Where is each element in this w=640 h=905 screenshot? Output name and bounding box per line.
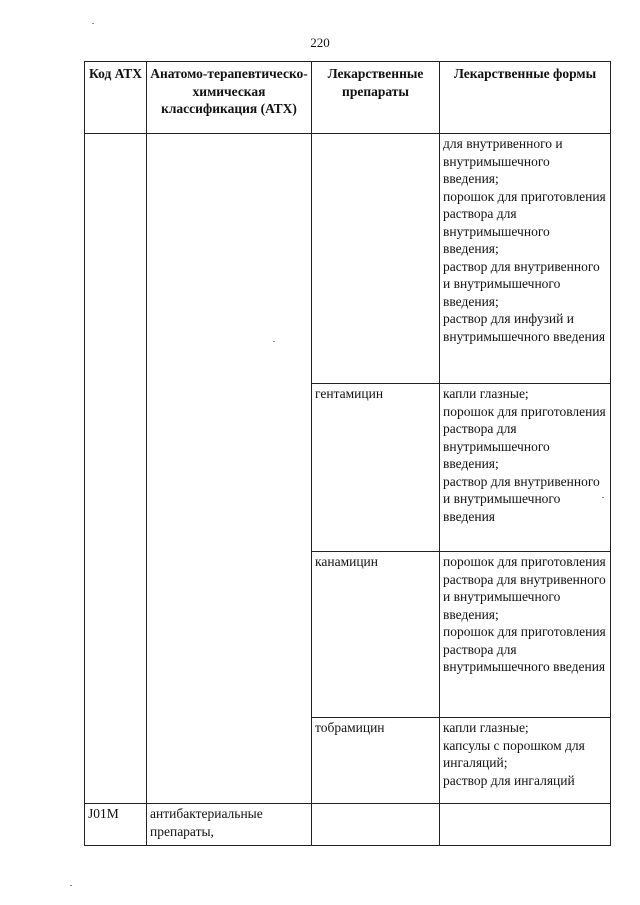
page-number: 220 [310,35,330,50]
table-header-row [85,62,611,134]
drug-name-tobramycin: тобрамицин [312,718,440,804]
header-dosage-forms: Лекарственные формы [440,62,611,134]
dosage-forms-continuation: для внутривенного и внутримышечного введения; порошок для приготовления раствора для внутримышечного введения; раствор для внутривенного и внутримышечного введения; раствор для инфузий и внутримышечного введения [440,134,611,384]
table-row [85,804,611,846]
scan-speck [70,885,72,886]
table-row [85,134,611,384]
drug-cell-empty [312,804,440,846]
scan-speck [92,23,94,24]
drug-name-kanamycin: канамицин [312,552,440,718]
scan-speck [273,341,275,342]
drug-cell-empty [312,134,440,384]
atx-drug-table [84,61,611,846]
atx-code-j01m: J01M [85,804,147,846]
atx-code-cell-empty [85,134,147,804]
dosage-forms-kanamycin: порошок для приготовления раствора для внутривенного и внутримышечного введения; порошок для приготовления раствора для внутримышечного введения [440,552,611,718]
scan-speck [602,497,604,498]
header-atx-code: Код АТХ [85,62,147,134]
atx-classification-j01m: антибактериальные препараты, [147,804,312,846]
atx-classification-cell-empty [147,134,312,804]
dosage-forms-tobramycin: капли глазные; капсулы с порошком для ингаляций; раствор для ингаляций [440,718,611,804]
dosage-forms-cell-empty [440,804,611,846]
header-atx-classification: Анатомо-терапевтическо-химическая классификация (АТХ) [147,62,312,134]
header-drugs: Лекарственные препараты [312,62,440,134]
dosage-forms-gentamicin: капли глазные; порошок для приготовления раствора для внутримышечного введения; раствор для внутривенного и внутримышечного введения [440,384,611,552]
drug-name-gentamicin: гентамицин [312,384,440,552]
